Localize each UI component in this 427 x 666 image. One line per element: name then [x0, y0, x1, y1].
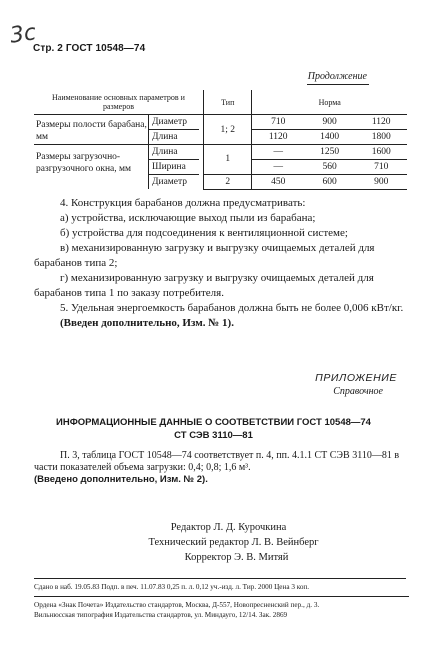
body-text — [34, 196, 409, 331]
page-header: Стр. 2 ГОСТ 10548—74 — [33, 43, 146, 54]
continuation-label: Продолжение — [307, 71, 367, 82]
parameters-table — [34, 90, 407, 190]
appendix-text — [34, 450, 409, 486]
imprint-line1: Сдано в наб. 19.05.83 Подп. в печ. 11.07.83 0,25 п. л. 0,12 уч.-изд. л. Тир. 2000 Цена 3 коп. — [34, 583, 310, 591]
paragraph-b: б) устройства для подсоединения к вентиляционной системе; — [60, 227, 348, 239]
paragraph-4: 4. Конструкция барабанов должна предусматривать: — [60, 197, 306, 209]
cell: 1400 — [320, 132, 340, 142]
cell: 900 — [355, 174, 407, 189]
footer-divider — [34, 578, 406, 579]
param-length: Длина — [152, 132, 178, 142]
param-window-length: Длина — [149, 145, 199, 160]
cell: 1250 — [304, 145, 356, 160]
cell: 1120 — [355, 115, 407, 130]
paragraph-g: г) механизированную загрузку и выгрузку очищаемых деталей для барабанов типа 1 по заказу потребителя. — [34, 272, 374, 299]
tech-editor: Технический редактор Л. В. Вейнберг — [148, 537, 319, 548]
cell: — — [252, 145, 304, 160]
info-heading-line2: СТ СЭВ 3110—81 — [174, 430, 253, 441]
param-window-diameter: Диаметр — [152, 177, 188, 187]
group2-name: Размеры загрузочно-разгрузочного окна, мм — [36, 152, 132, 174]
header-norm: Норма — [252, 90, 407, 115]
editor: Редактор Л. Д. Курочкина — [170, 522, 287, 533]
header-name: Наименование основных параметров и размеров — [34, 90, 203, 115]
last-row-type: 2 — [203, 174, 252, 189]
imprint-line3: Вильнюсская типография Издательства стандартов, ул. Миндауго, 12/14. Зак. 2869 — [34, 611, 288, 619]
cell: 710 — [252, 115, 304, 130]
table-row — [34, 115, 407, 130]
appendix-paragraph: П. 3, таблица ГОСТ 10548—74 соответствует п. 4, пп. 4.1.1 СТ СЭВ 3110—81 в части показателей объема загрузки: 0,4; 0,8; 1,6 м³. — [34, 450, 400, 473]
cell: 1800 — [371, 132, 391, 142]
paragraph-v: в) механизированную загрузку и выгрузку очищаемых деталей для барабанов типа 2; — [34, 242, 375, 269]
amendment-note-1: (Введен дополнительно, Изм. № 1). — [60, 317, 234, 329]
imprint-line2: Ордена «Знак Почета» Издательство стандартов, Москва, Д-557, Новопресненский пер., д. 3. — [34, 596, 409, 610]
handwritten-page-mark: 3с — [8, 20, 38, 49]
appendix-title: ПРИЛОЖЕНИЕ — [315, 372, 397, 384]
cell: 560 — [304, 159, 356, 174]
appendix-subtitle: Справочное — [333, 386, 383, 397]
group1-name: Размеры полости барабана, мм — [36, 120, 147, 142]
cell: 600 — [304, 174, 356, 189]
paragraph-a: а) устройства, исключающие выход пыли из барабана; — [60, 212, 316, 224]
corrector: Корректор Э. В. Митяй — [184, 552, 289, 563]
cell: 1120 — [268, 132, 288, 142]
cell: 450 — [252, 174, 304, 189]
group1-type: 1; 2 — [203, 115, 252, 145]
continuation-underline — [307, 84, 369, 85]
group2-type: 1 — [203, 145, 252, 175]
amendment-note-2: (Введено дополнительно, Изм. № 2). — [34, 474, 208, 485]
table-row — [34, 145, 407, 160]
cell: 1600 — [355, 145, 407, 160]
info-heading-line1: ИНФОРМАЦИОННЫЕ ДАННЫЕ О СООТВЕТСТВИИ ГОСТ 10548—74 — [56, 417, 371, 428]
paragraph-5: 5. Удельная энергоемкость барабанов должна быть не более 0,006 кВт/кг. — [60, 302, 404, 314]
imprint — [34, 582, 409, 620]
cell: — — [252, 159, 304, 174]
header-type: Тип — [203, 90, 252, 115]
info-heading — [0, 416, 427, 442]
cell: 710 — [355, 159, 407, 174]
param-window-width: Ширина — [149, 160, 199, 175]
credits — [0, 520, 427, 565]
param-diameter: Диаметр — [149, 115, 199, 130]
cell: 900 — [304, 115, 356, 130]
